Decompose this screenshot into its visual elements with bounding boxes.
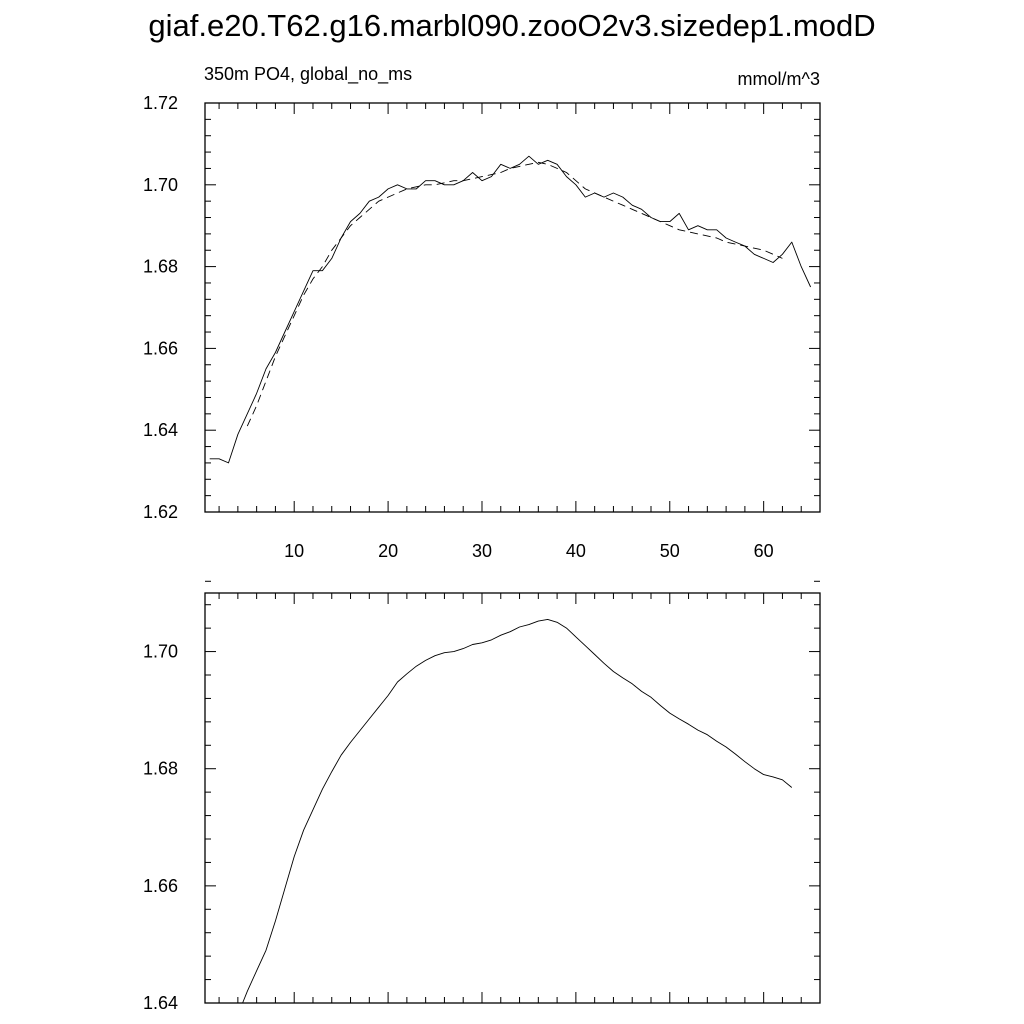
data-point (387, 694, 390, 697)
x-tick-label: 60 (753, 541, 774, 561)
solid-series-line (210, 156, 811, 463)
data-point (565, 175, 568, 178)
data-point (340, 754, 343, 757)
data-point (762, 257, 765, 260)
data-point (659, 704, 662, 707)
data-point (283, 335, 286, 338)
data-point (696, 232, 699, 235)
data-point (499, 163, 502, 166)
data-point (584, 644, 587, 647)
data-point (208, 457, 211, 460)
data-point (311, 269, 314, 272)
data-point (574, 635, 577, 638)
series-solid (241, 618, 793, 1005)
data-point (725, 236, 728, 239)
data-point (358, 212, 361, 215)
data-point (800, 265, 803, 268)
data-point (340, 236, 343, 239)
data-point (377, 200, 380, 203)
data-point (678, 717, 681, 720)
data-point (349, 224, 352, 227)
y-tick-label: 1.62 (142, 502, 178, 522)
data-point (565, 171, 568, 174)
data-point (781, 778, 784, 781)
data-point (640, 208, 643, 211)
data-point (696, 224, 699, 227)
data-point (518, 625, 521, 628)
data-point (255, 392, 258, 395)
data-point (556, 163, 559, 166)
series-solid (208, 155, 812, 465)
data-point (612, 670, 615, 673)
data-point (490, 173, 493, 176)
data-point (640, 690, 643, 693)
data-point (734, 243, 737, 246)
data-point (574, 183, 577, 186)
data-point (687, 723, 690, 726)
data-point (659, 220, 662, 223)
data-point (480, 179, 483, 182)
data-point (274, 920, 277, 923)
data-point (302, 829, 305, 832)
data-point (368, 208, 371, 211)
data-point (462, 179, 465, 182)
data-point (546, 163, 549, 166)
data-point (593, 653, 596, 656)
units-label: mmol/m^3 (737, 69, 820, 89)
data-point (621, 676, 624, 679)
data-point (715, 236, 718, 239)
data-point (321, 265, 324, 268)
data-point (405, 187, 408, 190)
data-point (415, 185, 418, 188)
data-point (687, 230, 690, 233)
data-point (518, 165, 521, 168)
data-point (715, 740, 718, 743)
data-point (706, 228, 709, 231)
data-point (443, 181, 446, 184)
plot-frame (205, 593, 820, 1003)
data-point (790, 0, 793, 2)
data-point (241, 1002, 244, 1005)
data-point (471, 177, 474, 180)
data-point (668, 224, 671, 227)
data-point (621, 196, 624, 199)
data-point (509, 630, 512, 633)
dashed-series-line (247, 162, 782, 426)
data-point (772, 261, 775, 264)
data-point (603, 662, 606, 665)
data-point (227, 461, 230, 464)
top-panel (143, 0, 820, 561)
data-point (387, 196, 390, 199)
data-point (424, 179, 427, 182)
data-point (621, 204, 624, 207)
x-tick-label: 40 (565, 541, 586, 561)
data-point (396, 183, 399, 186)
x-tick-label: 20 (378, 541, 399, 561)
data-point (509, 167, 512, 170)
x-tick-label: 10 (284, 541, 305, 561)
y-tick-label: 1.70 (142, 641, 178, 662)
data-point (255, 969, 258, 972)
data-point (283, 887, 286, 890)
data-point (668, 220, 671, 223)
data-point (396, 681, 399, 684)
data-point (790, 786, 793, 789)
data-point (772, 775, 775, 778)
data-point (387, 187, 390, 190)
data-point (302, 290, 305, 293)
data-point (246, 412, 249, 415)
data-point (593, 191, 596, 194)
data-point (452, 183, 455, 186)
data-point (499, 171, 502, 174)
data-point (612, 200, 615, 203)
data-point (678, 228, 681, 231)
data-point (330, 257, 333, 260)
y-tick-label: 1.68 (142, 758, 178, 779)
data-point (762, 773, 765, 776)
data-point (781, 253, 784, 256)
data-point (321, 788, 324, 791)
data-point (330, 249, 333, 252)
y-tick-label: 1.66 (142, 875, 178, 896)
y-tick-label: 1.72 (142, 93, 178, 113)
plot-frame (205, 103, 820, 512)
data-point (405, 672, 408, 675)
data-point (415, 665, 418, 668)
data-point (753, 247, 756, 250)
data-point (527, 163, 530, 166)
data-point (377, 196, 380, 199)
data-point (612, 191, 615, 194)
data-point (546, 618, 549, 621)
data-point (462, 647, 465, 650)
data-point (396, 191, 399, 194)
data-point (809, 286, 812, 289)
data-point (725, 746, 728, 749)
data-point (781, 257, 784, 260)
data-point (424, 183, 427, 186)
data-point (556, 621, 559, 624)
data-point (631, 208, 634, 211)
data-point (743, 760, 746, 763)
y-tick-label: 1.70 (142, 174, 178, 195)
data-point (706, 733, 709, 736)
data-point (537, 161, 540, 164)
data-point (499, 634, 502, 637)
data-point (255, 404, 258, 407)
data-point (358, 216, 361, 219)
data-point (236, 433, 239, 436)
data-point (790, 241, 793, 244)
data-point (537, 620, 540, 623)
data-point (265, 949, 268, 952)
data-point (274, 355, 277, 358)
data-point (649, 216, 652, 219)
data-point (218, 457, 221, 460)
data-point (349, 220, 352, 223)
data-point (640, 212, 643, 215)
data-point (706, 234, 709, 237)
y-tick-label: 1.68 (142, 256, 178, 277)
data-point (696, 729, 699, 732)
x-tick-label: 50 (659, 541, 680, 561)
data-point (443, 651, 446, 654)
variable-label: 350m PO4, global_no_ms (204, 64, 413, 84)
data-point (452, 650, 455, 653)
data-point (265, 367, 268, 370)
data-point (753, 253, 756, 256)
data-point (471, 171, 474, 174)
data-point (678, 212, 681, 215)
data-point (434, 179, 437, 182)
data-point (480, 641, 483, 644)
figure-title: giaf.e20.T62.g16.marbl090.zooO2v3.sizedep1.modD (148, 8, 876, 43)
data-point (631, 204, 634, 207)
data-point (772, 253, 775, 256)
x-tick-label: 30 (471, 541, 493, 561)
y-tick-label: 1.66 (142, 338, 178, 359)
data-point (265, 380, 268, 383)
data-point (584, 196, 587, 199)
data-point (743, 245, 746, 248)
data-point (293, 855, 296, 858)
data-point (471, 643, 474, 646)
data-point (725, 241, 728, 244)
data-point (715, 228, 718, 231)
data-point (293, 314, 296, 317)
data-point (565, 627, 568, 630)
data-point (556, 167, 559, 170)
data-point (424, 659, 427, 662)
y-tick-label: 1.64 (142, 420, 178, 441)
data-point (631, 682, 634, 685)
data-point (311, 808, 314, 811)
data-point (649, 696, 652, 699)
data-point (762, 249, 765, 252)
data-point (527, 623, 530, 626)
data-point (358, 729, 361, 732)
data-point (302, 294, 305, 297)
data-point (368, 717, 371, 720)
data-point (584, 187, 587, 190)
data-point (283, 331, 286, 334)
y-tick-label: 1.64 (142, 993, 178, 1013)
data-point (574, 179, 577, 182)
data-point (246, 425, 249, 428)
data-point (368, 200, 371, 203)
data-point (527, 155, 530, 158)
data-point (490, 638, 493, 641)
data-point (753, 767, 756, 770)
data-point (480, 175, 483, 178)
data-point (668, 712, 671, 715)
data-point (377, 706, 380, 709)
series-dashed (246, 0, 794, 428)
bottom-panel (143, 581, 820, 1013)
data-point (330, 770, 333, 773)
data-point (321, 269, 324, 272)
data-point (734, 753, 737, 756)
data-point (246, 990, 249, 993)
data-point (452, 179, 455, 182)
data-point (603, 196, 606, 199)
data-point (349, 741, 352, 744)
data-point (434, 654, 437, 657)
data-point (311, 277, 314, 280)
data-point (434, 183, 437, 186)
data-point (546, 159, 549, 162)
solid-series-line (243, 619, 792, 1003)
